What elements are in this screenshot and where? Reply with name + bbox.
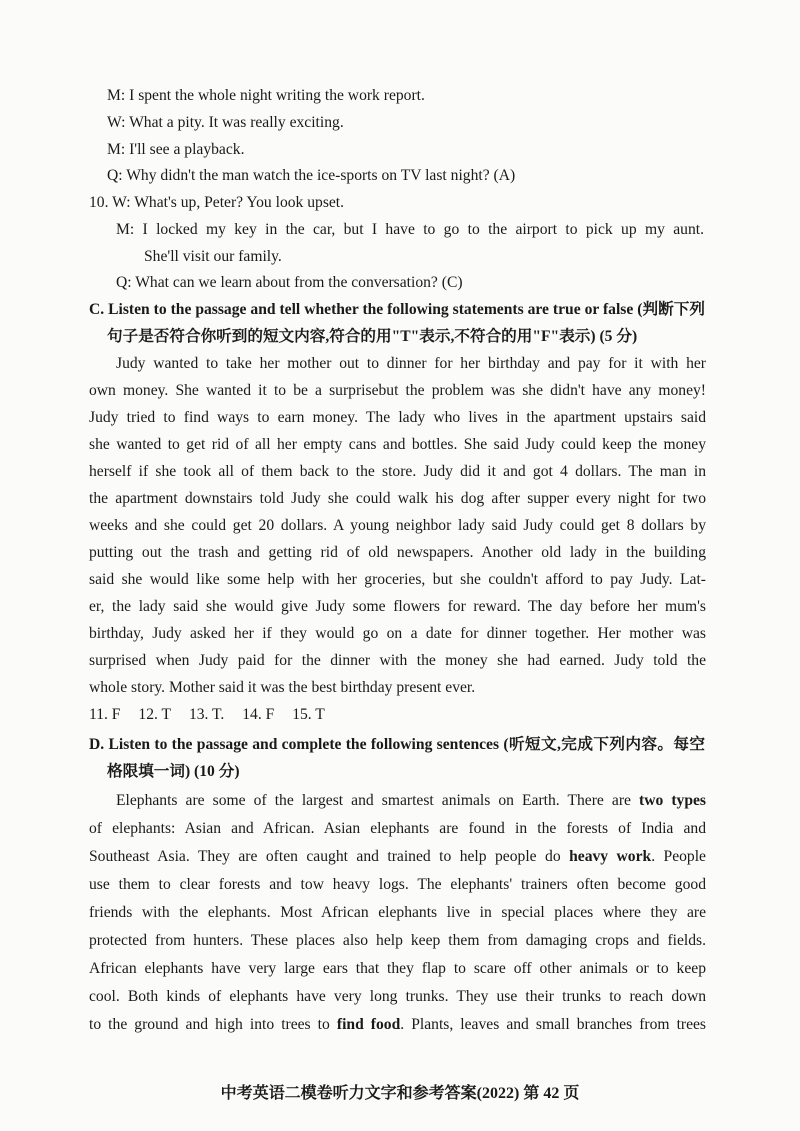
passage-line: surprised when Judy paid for the dinner with the money she had earned. Judy told the — [89, 652, 706, 669]
passage-line: Judy tried to find ways to earn money. The lady who lives in the apartment upstairs said — [89, 409, 706, 426]
passage-line: whole story. Mother said it was the best birthday present ever. — [89, 679, 476, 696]
dialogue-line: 10. W: What's up, Peter? You look upset. — [89, 194, 345, 211]
passage-line: herself if she took all of them back to the store. Judy did it and got 4 dollars. The man in — [89, 463, 706, 480]
passage-text: to the ground and high into trees to — [89, 1016, 337, 1033]
section-c-heading: C. Listen to the passage and tell whether the following statements are true or false (判断下列 — [89, 301, 705, 318]
section-c-heading: 句子是否符合你听到的短文内容,符合的用"T"表示,不符合的用"F"表示) (5 分) — [107, 328, 638, 345]
answer-key — [89, 705, 339, 725]
passage-line: use them to clear forests and tow heavy logs. The elephants' trainers often become good — [89, 876, 706, 893]
passage-text: Elephants are some of the largest and smartest animals on Earth. There are — [116, 792, 640, 809]
answer-word: two types — [639, 792, 706, 809]
passage-line: own money. She wanted it to be a surprisebut the problem was she didn't have any money! — [89, 382, 706, 399]
answer-word: find food — [336, 1016, 401, 1033]
passage-line: friends with the elephants. Most African elephants live in special places where they are — [89, 904, 706, 921]
passage-line: birthday, Judy asked her if they would go on a date for dinner together. Her mother was — [89, 625, 706, 642]
dialogue-line: M: I'll see a playback. — [107, 141, 245, 158]
answer-item: 14. F — [242, 706, 275, 723]
dialogue-question: Q: Why didn't the man watch the ice-sports on TV last night? (A) — [107, 167, 516, 184]
passage-line: said she would like some help with her groceries, but she couldn't afford to pay Judy. Lat- — [89, 571, 706, 588]
passage-line: er, the lady said she would give Judy some flowers for reward. The day before her mum's — [89, 598, 706, 615]
passage-line: African elephants have very large ears that they flap to scare off other animals or to keep — [89, 960, 706, 977]
dialogue-line: M: I spent the whole night writing the work report. — [107, 87, 425, 104]
passage-line — [89, 847, 706, 867]
passage-line: protected from hunters. These places also help keep them from damaging crops and fields. — [89, 932, 706, 949]
passage-line: cool. Both kinds of elephants have very long trunks. They use their trunks to reach down — [89, 988, 706, 1005]
passage-line: she wanted to get rid of all her empty cans and bottles. She said Judy could keep the money — [89, 436, 706, 453]
dialogue-line: M: I locked my key in the car, but I have to go to the airport to pick up my aunt. — [116, 221, 704, 238]
section-d-heading: 格限填一词) (10 分) — [107, 763, 240, 780]
answer-item: 15. T — [292, 706, 325, 723]
page-footer: 中考英语二模卷听力文字和参考答案(2022) 第 42 页 — [220, 1085, 580, 1102]
answer-item: 12. T — [138, 706, 172, 723]
passage-line: weeks and she could get 20 dollars. A young neighbor lady said Judy could get 8 dollars by — [89, 517, 706, 534]
dialogue-question: Q: What can we learn about from the conversation? (C) — [116, 274, 463, 291]
answer-item: 13. T. — [188, 706, 225, 723]
passage-line — [116, 791, 706, 811]
passage-line — [89, 1015, 706, 1035]
dialogue-line: She'll visit our family. — [144, 248, 282, 265]
dialogue-line: W: What a pity. It was really exciting. — [107, 114, 344, 131]
passage-text: . People — [651, 848, 706, 865]
section-d-heading: D. Listen to the passage and complete the following sentences (听短文,完成下列内容。每空 — [89, 736, 705, 753]
passage-line: Judy wanted to take her mother out to dinner for her birthday and pay for it with her — [116, 355, 706, 372]
passage-text: Southeast Asia. They are often caught and trained to help people do — [89, 848, 570, 865]
passage-line: the apartment downstairs told Judy she could walk his dog after supper every night for two — [89, 490, 706, 507]
answer-word: heavy work — [569, 848, 652, 865]
passage-line: putting out the trash and getting rid of old newspapers. Another old lady in the building — [89, 544, 706, 561]
passage-line: of elephants: Asian and African. Asian elephants are found in the forests of India and — [89, 820, 706, 837]
answer-item: 11. F — [89, 706, 121, 723]
passage-text: . Plants, leaves and small branches from trees — [400, 1016, 707, 1033]
